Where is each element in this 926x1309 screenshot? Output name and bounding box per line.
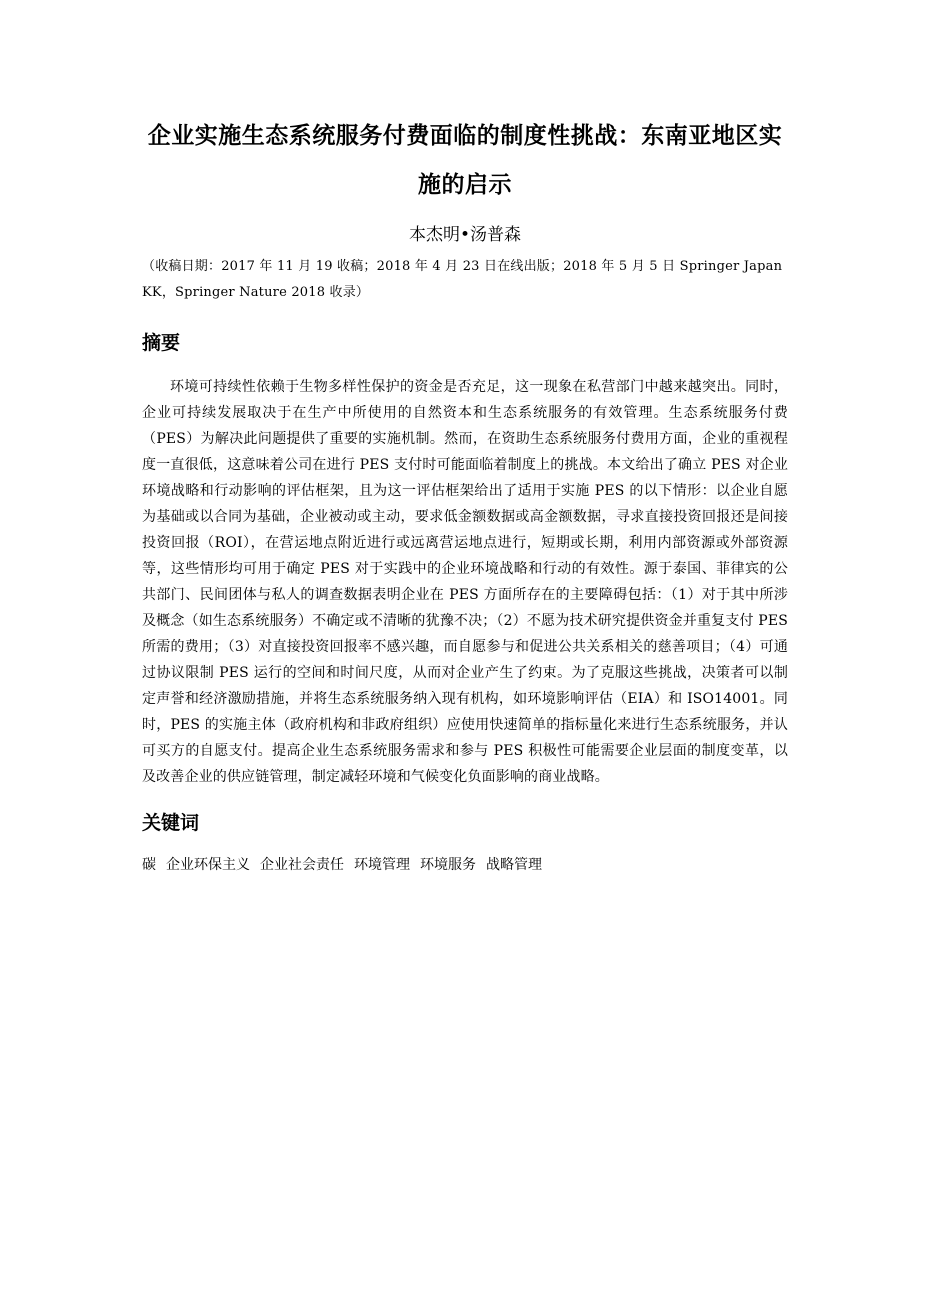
publication-history: （收稿日期：2017 年 11 月 19 收稿；2018 年 4 月 23 日在线出版；2018 年 5 月 5 日 Springer Japan KK，Springer Nature 2018 收录） <box>142 259 783 300</box>
keyword-item: 碳 <box>142 857 156 873</box>
keyword-item: 环境服务 <box>420 857 476 873</box>
keyword-item: 企业环保主义 <box>166 857 250 873</box>
keyword-item: 环境管理 <box>354 857 410 873</box>
paper-page <box>142 112 788 878</box>
author-name: 本杰明•汤普森 <box>408 225 522 245</box>
abstract-text: 环境可持续性依赖于生物多样性保护的资金是否充足，这一现象在私营部门中越来越突出。同时，企业可持续发展取决于在生产中所使用的自然资本和生态系统服务的有效管理。生态系统服务付费（PES）为解决此问题提供了重要的实施机制。然而，在资助生态系统服务付费用方面，企业的重视程度一直很低，这意味着公司在进行 PES 支付时可能面临着制度上的挑战。本文给出了确立 PES 对企业环境战略和行动影响的评估框架，且为这一评估框架给出了适用于实施 PES 的以下情形：以企业自愿为基础或以合同为基础，企业被动或主动，要求低金额数据或高金额数据，寻求直接投资回报还是间接投资回报（ROI），在营运地点附近进行或远离营运地点进行，短期或长期，利用内部资源或外部资源等，这些情形均可用于确定 PES 对于实践中的企业环境战略和行动的有效性。源于泰国、菲律宾的公共部门、民间团体与私人的调查数据表明企业在 PES 方面所存在的主要障碍包括：（1）对于其中所涉及概念（如生态系统服务）不确定或不清晰的犹豫不决；（2）不愿为技术研究提供资金并重复支付 PES 所需的费用；（3）对直接投资回报率不感兴趣，而自愿参与和促进公共关系相关的慈善项目；（4）可通过协议限制 PES 运行的空间和时间尺度，从而对企业产生了约束。为了克服这些挑战，决策者可以制定声誉和经济激励措施，并将生态系统服务纳入现有机构，如环境影响评估（EIA）和 ISO14001。同时，PES 的实施主体（政府机构和非政府组织）应使用快速简单的指标量化来进行生态系统服务，并认可买方的自愿支付。提高企业生态系统服务需求和参与 PES 积极性可能需要企业层面的制度变革，以及改善企业的供应链管理，制定减轻环境和气候变化负面影响的商业战略。 <box>142 379 788 785</box>
keywords-heading: 关键词 <box>142 812 200 834</box>
abstract-heading: 摘要 <box>142 332 181 354</box>
keywords-list <box>142 852 788 878</box>
keyword-item: 战略管理 <box>486 857 542 873</box>
paper-title: 企业实施生态系统服务付费面临的制度性挑战：东南亚地区实施的启示 <box>147 123 783 198</box>
keyword-item: 企业社会责任 <box>260 857 344 873</box>
